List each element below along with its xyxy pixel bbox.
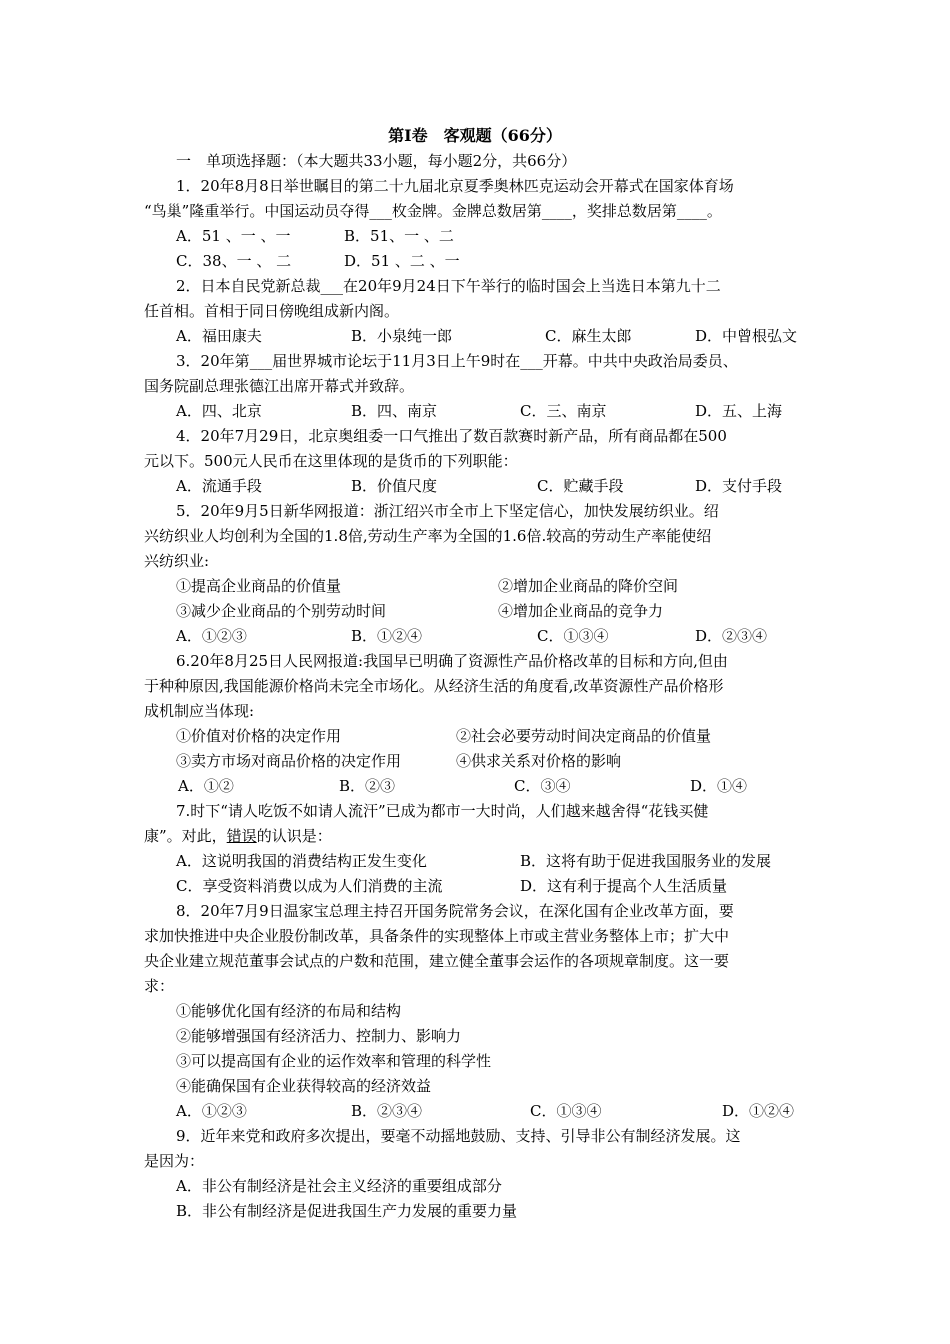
q6-statement-4: ④供求关系对价格的影响: [456, 752, 622, 770]
q2-stem-line: 2．日本自民党新总裁___在20年9月24日下午举行的临时国会上当选日本第九十二: [176, 277, 721, 295]
q7-option-b: B．这将有助于促进我国服务业的发展: [520, 852, 772, 870]
q6-stem-line: 6.20年8月25日人民网报道:我国早已明确了资源性产品价格改革的目标和方向,但由: [176, 652, 728, 670]
q4-option-a: A．流通手段: [176, 477, 262, 495]
q8-stem-line: 求：: [144, 977, 175, 995]
q7-stem-line: [144, 824, 332, 848]
q3-stem-line: 国务院副总理张德江出席开幕式并致辞。: [144, 377, 415, 395]
q3-option-d: D．五、上海: [695, 402, 783, 420]
q5-stem-line: 5．20年9月5日新华网报道：浙江绍兴市全市上下坚定信心，加快发展纺织业。绍: [176, 502, 719, 520]
q6-statement-2: ②社会必要劳动时间决定商品的价值量: [456, 727, 712, 745]
q8-statement-3: ③可以提高国有企业的运作效率和管理的科学性: [176, 1052, 492, 1070]
q1-option-d: D．51 、二 、一: [344, 252, 460, 270]
q8-option-c: C．①③④: [530, 1102, 602, 1120]
q8-statement-4: ④能确保国有企业获得较高的经济效益: [176, 1077, 432, 1095]
q8-stem-line: 8．20年7月9日温家宝总理主持召开国务院常务会议，在深化国有企业改革方面，要: [176, 902, 734, 920]
q9-option-b: B．非公有制经济是促进我国生产力发展的重要力量: [176, 1202, 518, 1220]
q5-statement-3: ③减少企业商品的个别劳动时间: [176, 602, 387, 620]
q4-option-c: C．贮藏手段: [537, 477, 624, 495]
q2-option-b: B．小泉纯一郎: [351, 327, 453, 345]
q5-stem-line: 兴纺织业人均创利为全国的1.8倍,劳动生产率为全国的1.6倍.较高的劳动生产率能使绍: [144, 527, 712, 545]
q6-stem-line: 成机制应当体现:: [144, 702, 255, 720]
exam-part-title: 第Ⅰ卷 客观题（66分）: [388, 126, 562, 145]
q3-option-a: A．四、北京: [176, 402, 262, 420]
q8-option-d: D．①②④: [722, 1102, 795, 1120]
q3-option-c: C．三、南京: [520, 402, 607, 420]
q2-option-d: D．中曾根弘文: [695, 327, 798, 345]
q7-option-d: D．这有利于提高个人生活质量: [520, 877, 728, 895]
q6-option-a: A．①②: [178, 777, 234, 795]
q9-stem-line: 9．近年来党和政府多次提出，要毫不动摇地鼓励、支持、引导非公有制经济发展。这: [176, 1127, 741, 1145]
q4-stem-line: 元以下。500元人民币在这里体现的是货币的下列职能：: [144, 452, 518, 470]
q5-statement-4: ④增加企业商品的竞争力: [498, 602, 664, 620]
q5-option-c: C．①③④: [537, 627, 609, 645]
q6-stem-line: 于种种原因,我国能源价格尚未完全市场化。从经济生活的角度看,改革资源性产品价格形: [144, 677, 724, 695]
q5-stem-line: 兴纺织业:: [144, 552, 210, 570]
q6-option-c: C．③④: [514, 777, 571, 795]
q2-option-c: C．麻生太郎: [545, 327, 632, 345]
q5-option-d: D．②③④: [695, 627, 768, 645]
q7-stem-prefix: 康”。对此，: [144, 827, 227, 845]
q7-underlined-keyword: 错误: [226, 827, 257, 845]
q7-stem-line: 7.时下“请人吃饭不如请人流汗”已成为都市一大时尚，人们越来越舍得“花钱买健: [176, 802, 709, 820]
q4-option-b: B．价值尺度: [351, 477, 438, 495]
q5-statement-2: ②增加企业商品的降价空间: [498, 577, 679, 595]
q7-stem-suffix: 的认识是：: [256, 827, 332, 845]
q2-option-a: A．福田康夫: [176, 327, 262, 345]
q8-option-b: B．②③④: [351, 1102, 423, 1120]
q9-option-a: A．非公有制经济是社会主义经济的重要组成部分: [176, 1177, 502, 1195]
q8-statement-2: ②能够增强国有经济活力、控制力、影响力: [176, 1027, 462, 1045]
q4-option-d: D．支付手段: [695, 477, 783, 495]
q5-statement-1: ①提高企业商品的价值量: [176, 577, 342, 595]
q8-stem-line: 求加快推进中央企业股份制改革，具备条件的实现整体上市或主营业务整体上市；扩大中: [144, 927, 730, 945]
q8-stem-line: 央企业建立规范董事会试点的户数和范围，建立健全董事会运作的各项规章制度。这一要: [144, 952, 730, 970]
q8-statement-1: ①能够优化国有经济的布局和结构: [176, 1002, 402, 1020]
q6-option-b: B．②③: [339, 777, 396, 795]
q6-statement-1: ①价值对价格的决定作用: [176, 727, 342, 745]
q6-statement-3: ③卖方市场对商品价格的决定作用: [176, 752, 402, 770]
q8-option-a: A．①②③: [176, 1102, 247, 1120]
q7-option-a: A．这说明我国的消费结构正发生变化: [176, 852, 427, 870]
q9-stem-line: 是因为：: [144, 1152, 205, 1170]
q7-option-c: C．享受资料消费以成为人们消费的主流: [176, 877, 443, 895]
q1-option-b: B．51、一 、二: [344, 227, 454, 245]
q1-stem-line: 1．20年8月8日举世瞩目的第二十九届北京夏季奥林匹克运动会开幕式在国家体育场: [176, 177, 734, 195]
q6-option-d: D．①④: [690, 777, 748, 795]
q1-option-a: A．51 、一 、一: [176, 227, 291, 245]
section-heading: 一 单项选择题：（本大题共33小题，每小题2分，共66分）: [176, 152, 577, 170]
q3-stem-line: 3．20年第___届世界城市论坛于11月3日上午9时在___开幕。中共中央政治局委员、: [176, 352, 738, 370]
q2-stem-line: 任首相。首相于同日傍晚组成新内阁。: [144, 302, 400, 320]
q1-option-c: C．38、一 、 二: [176, 252, 292, 270]
q5-option-a: A．①②③: [176, 627, 247, 645]
q3-option-b: B．四、南京: [351, 402, 438, 420]
q4-stem-line: 4．20年7月29日，北京奥组委一口气推出了数百款赛时新产品，所有商品都在500: [176, 427, 727, 445]
q1-stem-line: “鸟巢”隆重举行。中国运动员夺得___枚金牌。金牌总数居第____，奖排总数居第____。: [144, 202, 722, 220]
q5-option-b: B．①②④: [351, 627, 423, 645]
